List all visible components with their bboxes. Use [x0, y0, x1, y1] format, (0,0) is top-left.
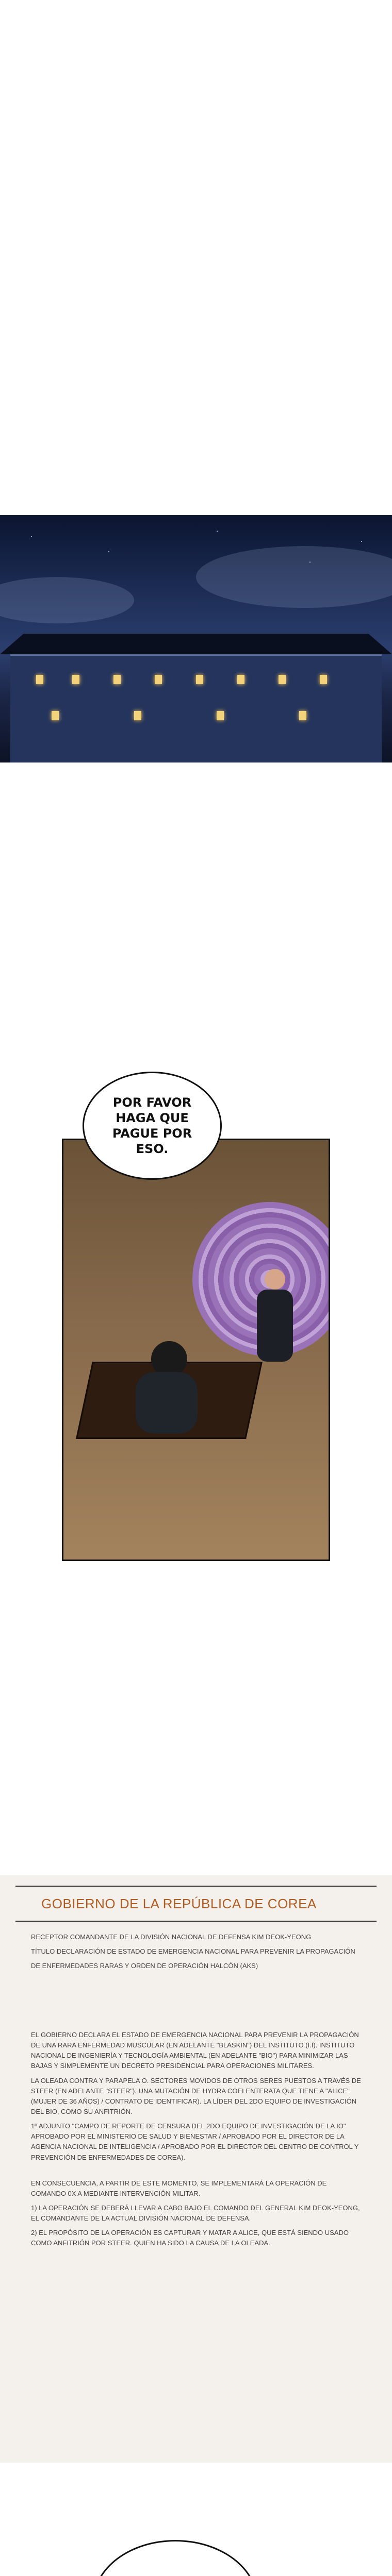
document-rule: [15, 1886, 377, 1887]
standing-man: [257, 1290, 293, 1362]
document-rule: [15, 1921, 377, 1922]
lit-window: [155, 675, 162, 684]
lit-window: [134, 711, 141, 720]
document-header: [31, 1932, 361, 1975]
cloud: [0, 577, 134, 623]
star: [217, 531, 218, 532]
lit-window: [72, 675, 79, 684]
header-line: RECEPTOR COMANDANTE DE LA DIVISIÓN NACIONAL DE DEFENSA KIM DEOK-YEONG: [31, 1933, 312, 1941]
body-paragraph: 2) EL PROPÓSITO DE LA OPERACIÓN ES CAPTURAR Y MATAR A ALICE, QUE ESTÁ SIENDO USADO COMO ANFITRIÓN POR STEER. QUIEN HA SIDO LA CAUSA DE LA OLEADA.: [31, 2229, 349, 2247]
speech-bubble: [83, 1072, 222, 1180]
star: [108, 551, 109, 552]
government-document: [0, 1875, 392, 2463]
lit-window: [279, 675, 286, 684]
body-paragraph: 1) LA OPERACIÓN SE DEBERÁ LLEVAR A CABO BAJO EL COMANDO DEL GENERAL KIM DEOK-YEONG, EL COMANDANTE DE LA ACTUAL DIVISIÓN NACIONAL DE DEFENSA.: [31, 2204, 360, 2223]
lit-window: [36, 675, 43, 684]
lit-window: [217, 711, 224, 720]
body-paragraph: LA OLEADA CONTRA Y PARAPELA O. SECTORES MOVIDOS DE OTROS SERES PUESTOS A TRAVÉS DE STEER (EN ADELANTE "STEER"). UNA MUTACIÓN DE HYDRA COELENTERATA QUE TIENE A "ALICE" (MUJER DE 36 AÑOS) / CONTRATO DE IDENTIFICAR). LA LÍDER DEL 2DO EQUIPO DE INVESTIGACIÓN DEL BIO, COMO SU ANFITRIÓN.: [31, 2076, 361, 2115]
seated-person-body: [136, 1372, 198, 1434]
speech-bubble: [93, 2540, 258, 2576]
lit-window: [237, 675, 244, 684]
lit-window: [52, 711, 59, 720]
star: [31, 536, 32, 537]
header-line: TÍTULO DECLARACIÓN DE ESTADO DE EMERGENCIA NACIONAL PARA PREVENIR LA PROPAGACIÓN: [31, 1947, 355, 1956]
body-paragraph: EL GOBIERNO DECLARA EL ESTADO DE EMERGENCIA NACIONAL PARA PREVENIR LA PROPAGACIÓN DE UNA RARA ENFERMEDAD MUSCULAR (EN ADELANTE "BLASKIN") DEL INSTITUTO (I.I). INSTITUTO NACIONAL DE INGENIERÍA Y TECNOLOGÍA AMBIENTAL (EN ADELANTE "BIO") PARA MINIMIZAR LAS BAJAS Y SIMPLEMENTE UN DECRETO PRESIDENCIAL PARA OPERACIONES MILITARES.: [31, 2031, 359, 2070]
cloud: [196, 546, 392, 608]
lit-window: [196, 675, 203, 684]
lit-window: [320, 675, 327, 684]
document-title: GOBIERNO DE LA REPÚBLICA DE COREA: [41, 1896, 317, 1911]
panel-night-palace: [0, 515, 392, 762]
star: [361, 541, 362, 542]
panel-office: [62, 1139, 330, 1561]
body-paragraph: 1º ADJUNTO "CAMPO DE REPORTE DE CENSURA DEL 2DO EQUIPO DE INVESTIGACIÓN DE LA IO" APROBADO POR EL MINISTERIO DE SALUD Y BIENESTAR / APROBADO POR EL DIRECTOR DE LA AGENCIA NACIONAL DE INTELIGENCIA / APROBADO POR EL DIRECTOR DEL CENTRO DE CONTROL Y PREVENCIÓN DE ENFERMEDADES DE COREA).: [31, 2122, 359, 2161]
standing-man-head: [265, 1269, 285, 1290]
lit-window: [113, 675, 121, 684]
body-paragraph: EN CONSECUENCIA, A PARTIR DE ESTE MOMENTO, SE IMPLEMENTARÁ LA OPERACIÓN DE COMANDO 0X A MEDIANTE INTERVENCIÓN MILITAR.: [31, 2179, 327, 2197]
bubble-text: POR FAVOR HAGA QUE PAGUE POR ESO.: [112, 1095, 192, 1156]
palace-roof: [0, 634, 392, 654]
document-body: [31, 2030, 361, 2253]
palace-wall: [10, 654, 382, 762]
lit-window: [299, 711, 306, 720]
header-line: DE ENFERMEDADES RARAS Y ORDEN DE OPERACIÓN HALCÓN (AKS): [31, 1962, 258, 1970]
